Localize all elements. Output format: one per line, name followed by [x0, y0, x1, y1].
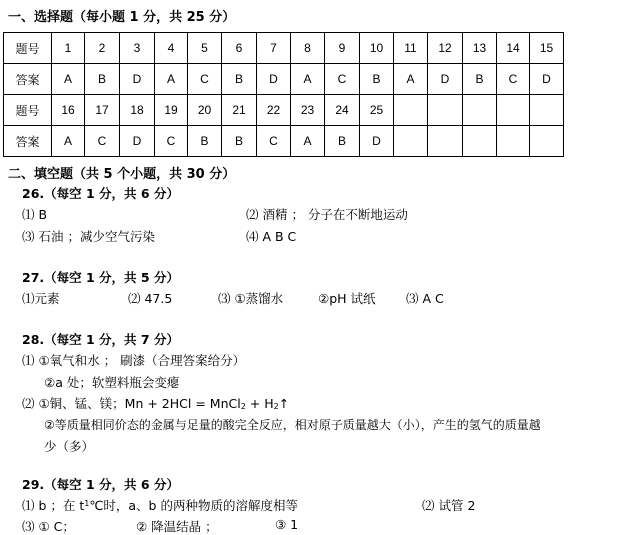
table-cell: A [291, 64, 325, 95]
q27-answer-1: ⑴元素 [22, 291, 60, 306]
table-cell: 9 [325, 33, 360, 64]
table-cell: A [52, 126, 85, 157]
table-cell: B [463, 64, 497, 95]
table-cell: 8 [291, 33, 325, 64]
table-cell: C [85, 126, 120, 157]
table-cell [497, 126, 530, 157]
table-cell: A [394, 64, 428, 95]
q28-line-3-text: ⑵ ①铜、锰、镁；Mn + 2HCl = MnCl [22, 396, 241, 411]
table-row [4, 64, 564, 95]
table-cell: A [155, 64, 188, 95]
q29-line-2c: ③ 1 [275, 517, 299, 532]
table-cell: A [291, 126, 325, 157]
row-label: 答案 [4, 64, 52, 95]
table-cell: 17 [85, 95, 120, 126]
superscript: 1 [84, 499, 90, 508]
table-cell: 18 [120, 95, 155, 126]
answer-table [3, 32, 564, 157]
q29-line-1-text: ℃时，a、b 的两种物质的溶解度相等 [89, 498, 298, 513]
q28-line-4: ②等质量相同价态的金属与足量的酸完全反应，相对原子质量越大（小），产生的氢气的质量越 [44, 418, 541, 432]
table-cell: 15 [530, 33, 564, 64]
table-cell: 12 [428, 33, 463, 64]
table-cell: 22 [257, 95, 291, 126]
table-cell: 13 [463, 33, 497, 64]
table-cell: C [325, 64, 360, 95]
table-cell [394, 95, 428, 126]
table-cell: B [188, 126, 222, 157]
section2-title: 二、填空题（共 5 个小题，共 30 分） [8, 167, 236, 182]
table-cell: C [257, 126, 291, 157]
q27-answer-4: ②pH 试纸 [318, 291, 376, 306]
table-cell: 1 [52, 33, 85, 64]
table-cell: D [120, 64, 155, 95]
table-cell: 3 [120, 33, 155, 64]
table-cell [497, 95, 530, 126]
q27-answer-5: ⑶ A C [406, 291, 444, 306]
table-cell [428, 126, 463, 157]
up-arrow: ↑ [278, 396, 290, 411]
table-cell: 21 [222, 95, 257, 126]
table-cell: D [428, 64, 463, 95]
table-cell: 19 [155, 95, 188, 126]
table-cell: C [497, 64, 530, 95]
table-cell: 20 [188, 95, 222, 126]
table-cell: D [360, 126, 394, 157]
table-row [4, 33, 564, 64]
table-cell [463, 95, 497, 126]
table-cell: D [120, 126, 155, 157]
q28-line-3-text: + H [245, 396, 274, 411]
q26-answer-2: ⑵ 酒精 ； 分子在不断地运动 [246, 207, 408, 222]
q28-line-2: ②a 处；软塑料瓶会变瘪 [44, 375, 180, 390]
table-cell: 14 [497, 33, 530, 64]
subscript: 2 [240, 402, 246, 411]
table-cell: 16 [52, 95, 85, 126]
table-cell: 24 [325, 95, 360, 126]
q29-line-2a: ⑶ ① C； [22, 519, 75, 534]
table-cell: 4 [155, 33, 188, 64]
table-cell: B [325, 126, 360, 157]
table-cell [530, 95, 564, 126]
q28-header: 28.（每空 1 分，共 7 分） [22, 332, 179, 347]
table-cell: B [222, 126, 257, 157]
q28-line-3 [22, 394, 289, 412]
table-cell [428, 95, 463, 126]
table-cell: C [155, 126, 188, 157]
table-cell: B [85, 64, 120, 95]
q27-header: 27.（每空 1 分，共 5 分） [22, 270, 179, 285]
q29-line-2b: ② 降温结晶 ； [136, 519, 218, 534]
table-cell: B [222, 64, 257, 95]
q29-line-1-text: ⑴ b ；在 t [22, 498, 85, 513]
table-cell: D [530, 64, 564, 95]
row-label: 题号 [4, 33, 52, 64]
table-cell: 5 [188, 33, 222, 64]
table-cell: C [188, 64, 222, 95]
q28-line-5: 少（多） [44, 439, 95, 454]
row-label: 题号 [4, 95, 52, 126]
row-label: 答案 [4, 126, 52, 157]
q26-header: 26.（每空 1 分，共 6 分） [22, 186, 179, 201]
q27-answer-3: ⑶ ①蒸馏水 [218, 291, 284, 306]
table-cell: 10 [360, 33, 394, 64]
table-cell: B [360, 64, 394, 95]
q29-line-1 [22, 496, 298, 514]
q26-answer-4: ⑷ A B C [246, 229, 297, 244]
section1-title: 一、选择题（每小题 1 分，共 25 分） [8, 10, 236, 25]
q29-header: 29.（每空 1 分，共 6 分） [22, 477, 179, 492]
table-cell: 11 [394, 33, 428, 64]
q29-answer-2: ⑵ 试管 2 [422, 498, 476, 513]
subscript: 2 [273, 402, 279, 411]
q26-answer-1: ⑴ B [22, 207, 48, 222]
table-cell [463, 126, 497, 157]
table-cell [394, 126, 428, 157]
table-cell: 7 [257, 33, 291, 64]
table-cell [530, 126, 564, 157]
table-cell: 23 [291, 95, 325, 126]
table-row [4, 95, 564, 126]
table-cell: 2 [85, 33, 120, 64]
q28-line-1: ⑴ ①氧气和水 ； 刷漆（合理答案给分） [22, 353, 246, 368]
table-cell: 25 [360, 95, 394, 126]
q27-answer-2: ⑵ 47.5 [128, 291, 173, 306]
table-row [4, 126, 564, 157]
table-cell: 6 [222, 33, 257, 64]
q26-answer-3: ⑶ 石油 ；减少空气污染 [22, 229, 155, 244]
table-cell: D [257, 64, 291, 95]
table-cell: A [52, 64, 85, 95]
